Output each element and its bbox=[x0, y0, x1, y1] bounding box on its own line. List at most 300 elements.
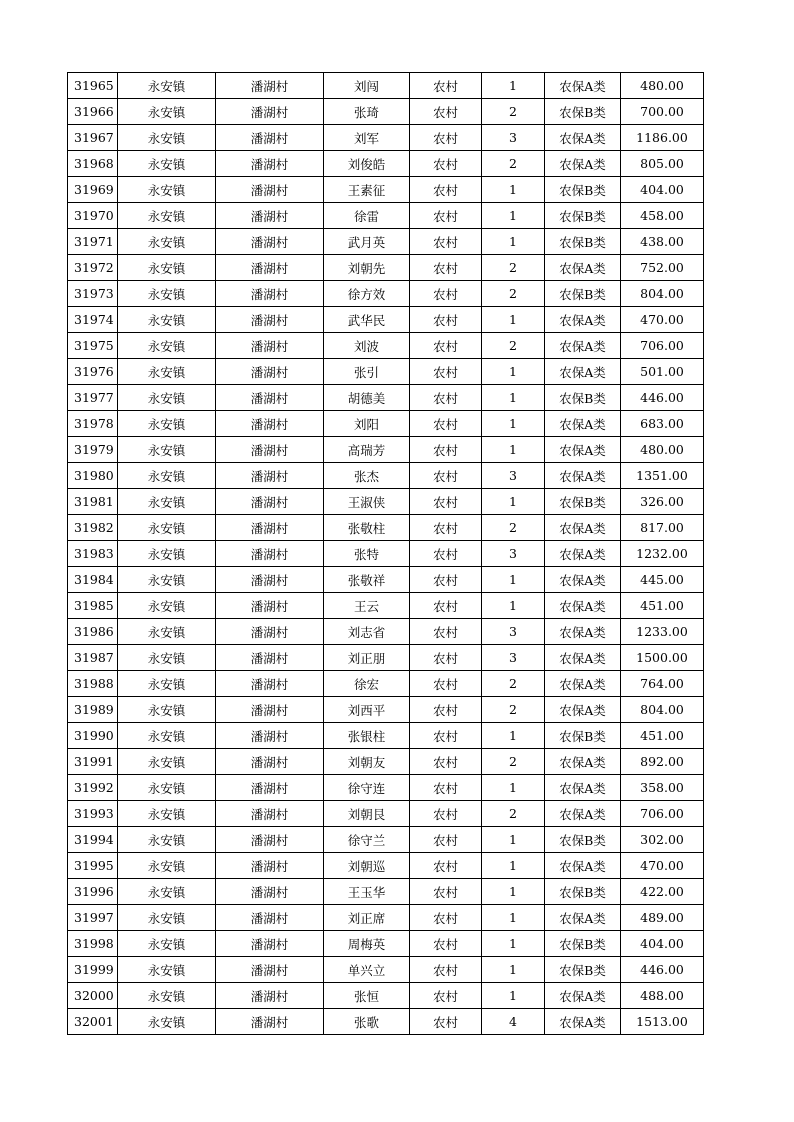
name-cell: 刘朝巡 bbox=[324, 853, 410, 879]
name-cell: 张歌 bbox=[324, 1009, 410, 1035]
record-id-cell: 31972 bbox=[68, 255, 118, 281]
insurance-category-cell: 农保A类 bbox=[545, 619, 621, 645]
insurance-category-cell: 农保A类 bbox=[545, 671, 621, 697]
member-count-cell: 1 bbox=[482, 229, 545, 255]
record-id-cell: 31996 bbox=[68, 879, 118, 905]
household-type-cell: 农村 bbox=[410, 567, 482, 593]
household-type-cell: 农村 bbox=[410, 853, 482, 879]
table-row bbox=[68, 489, 704, 515]
record-id-cell: 31971 bbox=[68, 229, 118, 255]
town-cell: 永安镇 bbox=[118, 671, 216, 697]
household-type-cell: 农村 bbox=[410, 697, 482, 723]
amount-cell: 501.00 bbox=[621, 359, 704, 385]
town-cell: 永安镇 bbox=[118, 567, 216, 593]
household-type-cell: 农村 bbox=[410, 1009, 482, 1035]
village-cell: 潘湖村 bbox=[216, 281, 324, 307]
amount-cell: 1186.00 bbox=[621, 125, 704, 151]
village-cell: 潘湖村 bbox=[216, 723, 324, 749]
table-row bbox=[68, 905, 704, 931]
name-cell: 张特 bbox=[324, 541, 410, 567]
member-count-cell: 1 bbox=[482, 437, 545, 463]
member-count-cell: 3 bbox=[482, 541, 545, 567]
amount-cell: 470.00 bbox=[621, 307, 704, 333]
record-id-cell: 31992 bbox=[68, 775, 118, 801]
village-cell: 潘湖村 bbox=[216, 567, 324, 593]
village-cell: 潘湖村 bbox=[216, 515, 324, 541]
village-cell: 潘湖村 bbox=[216, 541, 324, 567]
town-cell: 永安镇 bbox=[118, 177, 216, 203]
table-row bbox=[68, 437, 704, 463]
household-type-cell: 农村 bbox=[410, 385, 482, 411]
table-row bbox=[68, 567, 704, 593]
table-row bbox=[68, 853, 704, 879]
household-type-cell: 农村 bbox=[410, 515, 482, 541]
insurance-category-cell: 农保A类 bbox=[545, 853, 621, 879]
amount-cell: 326.00 bbox=[621, 489, 704, 515]
village-cell: 潘湖村 bbox=[216, 619, 324, 645]
insurance-category-cell: 农保A类 bbox=[545, 645, 621, 671]
town-cell: 永安镇 bbox=[118, 411, 216, 437]
amount-cell: 488.00 bbox=[621, 983, 704, 1009]
record-id-cell: 31980 bbox=[68, 463, 118, 489]
name-cell: 刘闯 bbox=[324, 73, 410, 99]
table-row bbox=[68, 463, 704, 489]
name-cell: 刘正朋 bbox=[324, 645, 410, 671]
member-count-cell: 1 bbox=[482, 879, 545, 905]
table-body bbox=[68, 73, 704, 1035]
town-cell: 永安镇 bbox=[118, 593, 216, 619]
village-cell: 潘湖村 bbox=[216, 593, 324, 619]
village-cell: 潘湖村 bbox=[216, 827, 324, 853]
insurance-category-cell: 农保A类 bbox=[545, 593, 621, 619]
town-cell: 永安镇 bbox=[118, 255, 216, 281]
village-cell: 潘湖村 bbox=[216, 99, 324, 125]
table-row bbox=[68, 177, 704, 203]
insurance-category-cell: 农保A类 bbox=[545, 801, 621, 827]
village-cell: 潘湖村 bbox=[216, 957, 324, 983]
member-count-cell: 1 bbox=[482, 73, 545, 99]
village-cell: 潘湖村 bbox=[216, 411, 324, 437]
name-cell: 徐方效 bbox=[324, 281, 410, 307]
member-count-cell: 2 bbox=[482, 151, 545, 177]
name-cell: 王云 bbox=[324, 593, 410, 619]
insurance-category-cell: 农保A类 bbox=[545, 255, 621, 281]
insurance-category-cell: 农保A类 bbox=[545, 1009, 621, 1035]
village-cell: 潘湖村 bbox=[216, 931, 324, 957]
table-row bbox=[68, 671, 704, 697]
name-cell: 刘阳 bbox=[324, 411, 410, 437]
name-cell: 刘朝艮 bbox=[324, 801, 410, 827]
household-type-cell: 农村 bbox=[410, 593, 482, 619]
amount-cell: 764.00 bbox=[621, 671, 704, 697]
insurance-category-cell: 农保A类 bbox=[545, 307, 621, 333]
town-cell: 永安镇 bbox=[118, 437, 216, 463]
amount-cell: 706.00 bbox=[621, 801, 704, 827]
amount-cell: 451.00 bbox=[621, 593, 704, 619]
record-id-cell: 31984 bbox=[68, 567, 118, 593]
town-cell: 永安镇 bbox=[118, 827, 216, 853]
record-id-cell: 32001 bbox=[68, 1009, 118, 1035]
record-id-cell: 31983 bbox=[68, 541, 118, 567]
member-count-cell: 1 bbox=[482, 567, 545, 593]
member-count-cell: 2 bbox=[482, 697, 545, 723]
town-cell: 永安镇 bbox=[118, 853, 216, 879]
insurance-category-cell: 农保A类 bbox=[545, 125, 621, 151]
record-id-cell: 31968 bbox=[68, 151, 118, 177]
insurance-category-cell: 农保A类 bbox=[545, 983, 621, 1009]
table-row bbox=[68, 801, 704, 827]
name-cell: 张琦 bbox=[324, 99, 410, 125]
insurance-category-cell: 农保B类 bbox=[545, 281, 621, 307]
household-type-cell: 农村 bbox=[410, 307, 482, 333]
record-id-cell: 31985 bbox=[68, 593, 118, 619]
table-row bbox=[68, 541, 704, 567]
record-id-cell: 31978 bbox=[68, 411, 118, 437]
insurance-category-cell: 农保B类 bbox=[545, 385, 621, 411]
amount-cell: 683.00 bbox=[621, 411, 704, 437]
record-id-cell: 31986 bbox=[68, 619, 118, 645]
town-cell: 永安镇 bbox=[118, 229, 216, 255]
name-cell: 刘朝先 bbox=[324, 255, 410, 281]
name-cell: 张敬祥 bbox=[324, 567, 410, 593]
household-type-cell: 农村 bbox=[410, 957, 482, 983]
town-cell: 永安镇 bbox=[118, 203, 216, 229]
amount-cell: 752.00 bbox=[621, 255, 704, 281]
name-cell: 高瑞芳 bbox=[324, 437, 410, 463]
household-type-cell: 农村 bbox=[410, 749, 482, 775]
village-cell: 潘湖村 bbox=[216, 229, 324, 255]
village-cell: 潘湖村 bbox=[216, 489, 324, 515]
member-count-cell: 3 bbox=[482, 463, 545, 489]
amount-cell: 470.00 bbox=[621, 853, 704, 879]
household-type-cell: 农村 bbox=[410, 775, 482, 801]
town-cell: 永安镇 bbox=[118, 749, 216, 775]
name-cell: 武华民 bbox=[324, 307, 410, 333]
name-cell: 刘正席 bbox=[324, 905, 410, 931]
record-id-cell: 31998 bbox=[68, 931, 118, 957]
household-type-cell: 农村 bbox=[410, 359, 482, 385]
insurance-category-cell: 农保B类 bbox=[545, 203, 621, 229]
town-cell: 永安镇 bbox=[118, 463, 216, 489]
household-type-cell: 农村 bbox=[410, 255, 482, 281]
household-type-cell: 农村 bbox=[410, 931, 482, 957]
insurance-category-cell: 农保A类 bbox=[545, 541, 621, 567]
household-type-cell: 农村 bbox=[410, 73, 482, 99]
town-cell: 永安镇 bbox=[118, 281, 216, 307]
member-count-cell: 2 bbox=[482, 801, 545, 827]
insurance-category-cell: 农保A类 bbox=[545, 905, 621, 931]
member-count-cell: 2 bbox=[482, 99, 545, 125]
town-cell: 永安镇 bbox=[118, 983, 216, 1009]
village-cell: 潘湖村 bbox=[216, 775, 324, 801]
record-id-cell: 31969 bbox=[68, 177, 118, 203]
table-row bbox=[68, 619, 704, 645]
village-cell: 潘湖村 bbox=[216, 125, 324, 151]
village-cell: 潘湖村 bbox=[216, 437, 324, 463]
village-cell: 潘湖村 bbox=[216, 463, 324, 489]
village-cell: 潘湖村 bbox=[216, 385, 324, 411]
town-cell: 永安镇 bbox=[118, 541, 216, 567]
table-row bbox=[68, 411, 704, 437]
household-type-cell: 农村 bbox=[410, 437, 482, 463]
record-id-cell: 31965 bbox=[68, 73, 118, 99]
table-row bbox=[68, 749, 704, 775]
name-cell: 王素征 bbox=[324, 177, 410, 203]
member-count-cell: 3 bbox=[482, 645, 545, 671]
household-type-cell: 农村 bbox=[410, 333, 482, 359]
table-row bbox=[68, 229, 704, 255]
table-row bbox=[68, 255, 704, 281]
member-count-cell: 2 bbox=[482, 749, 545, 775]
table-row bbox=[68, 723, 704, 749]
member-count-cell: 1 bbox=[482, 489, 545, 515]
amount-cell: 804.00 bbox=[621, 281, 704, 307]
member-count-cell: 1 bbox=[482, 983, 545, 1009]
town-cell: 永安镇 bbox=[118, 99, 216, 125]
town-cell: 永安镇 bbox=[118, 1009, 216, 1035]
insurance-category-cell: 农保A类 bbox=[545, 697, 621, 723]
member-count-cell: 1 bbox=[482, 827, 545, 853]
household-type-cell: 农村 bbox=[410, 151, 482, 177]
record-id-cell: 31989 bbox=[68, 697, 118, 723]
name-cell: 张银柱 bbox=[324, 723, 410, 749]
member-count-cell: 3 bbox=[482, 125, 545, 151]
insurance-category-cell: 农保A类 bbox=[545, 73, 621, 99]
record-id-cell: 31975 bbox=[68, 333, 118, 359]
member-count-cell: 1 bbox=[482, 593, 545, 619]
household-type-cell: 农村 bbox=[410, 645, 482, 671]
village-cell: 潘湖村 bbox=[216, 1009, 324, 1035]
household-type-cell: 农村 bbox=[410, 125, 482, 151]
amount-cell: 446.00 bbox=[621, 385, 704, 411]
record-id-cell: 31994 bbox=[68, 827, 118, 853]
table-row bbox=[68, 983, 704, 1009]
table-row bbox=[68, 281, 704, 307]
town-cell: 永安镇 bbox=[118, 489, 216, 515]
insurance-category-cell: 农保A类 bbox=[545, 359, 621, 385]
amount-cell: 706.00 bbox=[621, 333, 704, 359]
town-cell: 永安镇 bbox=[118, 385, 216, 411]
insurance-category-cell: 农保A类 bbox=[545, 749, 621, 775]
household-type-cell: 农村 bbox=[410, 99, 482, 125]
insurance-category-cell: 农保A类 bbox=[545, 775, 621, 801]
amount-cell: 804.00 bbox=[621, 697, 704, 723]
member-count-cell: 1 bbox=[482, 385, 545, 411]
name-cell: 胡德美 bbox=[324, 385, 410, 411]
record-id-cell: 31970 bbox=[68, 203, 118, 229]
name-cell: 张恒 bbox=[324, 983, 410, 1009]
name-cell: 张敬柱 bbox=[324, 515, 410, 541]
village-cell: 潘湖村 bbox=[216, 307, 324, 333]
village-cell: 潘湖村 bbox=[216, 203, 324, 229]
insurance-category-cell: 农保A类 bbox=[545, 567, 621, 593]
village-cell: 潘湖村 bbox=[216, 73, 324, 99]
member-count-cell: 3 bbox=[482, 619, 545, 645]
household-type-cell: 农村 bbox=[410, 827, 482, 853]
record-id-cell: 31966 bbox=[68, 99, 118, 125]
name-cell: 徐守兰 bbox=[324, 827, 410, 853]
member-count-cell: 1 bbox=[482, 957, 545, 983]
amount-cell: 489.00 bbox=[621, 905, 704, 931]
record-id-cell: 31973 bbox=[68, 281, 118, 307]
name-cell: 刘西平 bbox=[324, 697, 410, 723]
village-cell: 潘湖村 bbox=[216, 879, 324, 905]
record-id-cell: 31999 bbox=[68, 957, 118, 983]
record-id-cell: 31997 bbox=[68, 905, 118, 931]
village-cell: 潘湖村 bbox=[216, 333, 324, 359]
household-type-cell: 农村 bbox=[410, 619, 482, 645]
insurance-category-cell: 农保B类 bbox=[545, 827, 621, 853]
household-type-cell: 农村 bbox=[410, 203, 482, 229]
village-cell: 潘湖村 bbox=[216, 645, 324, 671]
household-type-cell: 农村 bbox=[410, 905, 482, 931]
town-cell: 永安镇 bbox=[118, 359, 216, 385]
town-cell: 永安镇 bbox=[118, 775, 216, 801]
household-type-cell: 农村 bbox=[410, 229, 482, 255]
insurance-category-cell: 农保B类 bbox=[545, 229, 621, 255]
village-cell: 潘湖村 bbox=[216, 359, 324, 385]
town-cell: 永安镇 bbox=[118, 801, 216, 827]
amount-cell: 458.00 bbox=[621, 203, 704, 229]
amount-cell: 817.00 bbox=[621, 515, 704, 541]
household-type-cell: 农村 bbox=[410, 281, 482, 307]
member-count-cell: 1 bbox=[482, 853, 545, 879]
name-cell: 刘朝友 bbox=[324, 749, 410, 775]
record-id-cell: 31990 bbox=[68, 723, 118, 749]
village-cell: 潘湖村 bbox=[216, 151, 324, 177]
table-row bbox=[68, 775, 704, 801]
table-row bbox=[68, 879, 704, 905]
member-count-cell: 1 bbox=[482, 411, 545, 437]
village-cell: 潘湖村 bbox=[216, 801, 324, 827]
amount-cell: 700.00 bbox=[621, 99, 704, 125]
amount-cell: 805.00 bbox=[621, 151, 704, 177]
record-id-cell: 31988 bbox=[68, 671, 118, 697]
town-cell: 永安镇 bbox=[118, 619, 216, 645]
amount-cell: 358.00 bbox=[621, 775, 704, 801]
table-row bbox=[68, 307, 704, 333]
name-cell: 徐雷 bbox=[324, 203, 410, 229]
insurance-category-cell: 农保B类 bbox=[545, 489, 621, 515]
name-cell: 王玉华 bbox=[324, 879, 410, 905]
member-count-cell: 1 bbox=[482, 359, 545, 385]
member-count-cell: 2 bbox=[482, 281, 545, 307]
household-type-cell: 农村 bbox=[410, 463, 482, 489]
name-cell: 周梅英 bbox=[324, 931, 410, 957]
table-row bbox=[68, 931, 704, 957]
table-row bbox=[68, 151, 704, 177]
town-cell: 永安镇 bbox=[118, 307, 216, 333]
member-count-cell: 1 bbox=[482, 775, 545, 801]
name-cell: 刘军 bbox=[324, 125, 410, 151]
member-count-cell: 4 bbox=[482, 1009, 545, 1035]
member-count-cell: 2 bbox=[482, 333, 545, 359]
table-row bbox=[68, 827, 704, 853]
town-cell: 永安镇 bbox=[118, 957, 216, 983]
record-id-cell: 31974 bbox=[68, 307, 118, 333]
amount-cell: 1500.00 bbox=[621, 645, 704, 671]
amount-cell: 1233.00 bbox=[621, 619, 704, 645]
town-cell: 永安镇 bbox=[118, 125, 216, 151]
member-count-cell: 1 bbox=[482, 723, 545, 749]
member-count-cell: 2 bbox=[482, 515, 545, 541]
record-id-cell: 32000 bbox=[68, 983, 118, 1009]
amount-cell: 480.00 bbox=[621, 73, 704, 99]
insurance-category-cell: 农保A类 bbox=[545, 411, 621, 437]
town-cell: 永安镇 bbox=[118, 333, 216, 359]
member-count-cell: 1 bbox=[482, 177, 545, 203]
village-cell: 潘湖村 bbox=[216, 905, 324, 931]
record-id-cell: 31987 bbox=[68, 645, 118, 671]
village-cell: 潘湖村 bbox=[216, 671, 324, 697]
record-id-cell: 31977 bbox=[68, 385, 118, 411]
village-cell: 潘湖村 bbox=[216, 853, 324, 879]
table-row bbox=[68, 359, 704, 385]
amount-cell: 302.00 bbox=[621, 827, 704, 853]
name-cell: 张引 bbox=[324, 359, 410, 385]
amount-cell: 480.00 bbox=[621, 437, 704, 463]
record-id-cell: 31991 bbox=[68, 749, 118, 775]
name-cell: 张杰 bbox=[324, 463, 410, 489]
town-cell: 永安镇 bbox=[118, 515, 216, 541]
village-cell: 潘湖村 bbox=[216, 983, 324, 1009]
name-cell: 王淑侠 bbox=[324, 489, 410, 515]
name-cell: 刘俊皓 bbox=[324, 151, 410, 177]
amount-cell: 422.00 bbox=[621, 879, 704, 905]
table-row bbox=[68, 99, 704, 125]
amount-cell: 1351.00 bbox=[621, 463, 704, 489]
table-row bbox=[68, 125, 704, 151]
amount-cell: 1513.00 bbox=[621, 1009, 704, 1035]
town-cell: 永安镇 bbox=[118, 697, 216, 723]
record-id-cell: 31979 bbox=[68, 437, 118, 463]
name-cell: 刘波 bbox=[324, 333, 410, 359]
town-cell: 永安镇 bbox=[118, 73, 216, 99]
record-id-cell: 31995 bbox=[68, 853, 118, 879]
household-type-cell: 农村 bbox=[410, 411, 482, 437]
town-cell: 永安镇 bbox=[118, 151, 216, 177]
insurance-category-cell: 农保A类 bbox=[545, 437, 621, 463]
town-cell: 永安镇 bbox=[118, 723, 216, 749]
insurance-category-cell: 农保B类 bbox=[545, 177, 621, 203]
member-count-cell: 2 bbox=[482, 671, 545, 697]
table-row bbox=[68, 333, 704, 359]
amount-cell: 438.00 bbox=[621, 229, 704, 255]
insurance-category-cell: 农保B类 bbox=[545, 99, 621, 125]
record-id-cell: 31981 bbox=[68, 489, 118, 515]
household-type-cell: 农村 bbox=[410, 177, 482, 203]
table-row bbox=[68, 73, 704, 99]
name-cell: 武月英 bbox=[324, 229, 410, 255]
household-type-cell: 农村 bbox=[410, 541, 482, 567]
table-row bbox=[68, 385, 704, 411]
insurance-category-cell: 农保B类 bbox=[545, 879, 621, 905]
insurance-category-cell: 农保A类 bbox=[545, 151, 621, 177]
village-cell: 潘湖村 bbox=[216, 697, 324, 723]
village-cell: 潘湖村 bbox=[216, 177, 324, 203]
insurance-category-cell: 农保A类 bbox=[545, 515, 621, 541]
member-count-cell: 1 bbox=[482, 203, 545, 229]
record-id-cell: 31967 bbox=[68, 125, 118, 151]
name-cell: 徐守连 bbox=[324, 775, 410, 801]
household-type-cell: 农村 bbox=[410, 879, 482, 905]
amount-cell: 446.00 bbox=[621, 957, 704, 983]
town-cell: 永安镇 bbox=[118, 905, 216, 931]
village-cell: 潘湖村 bbox=[216, 255, 324, 281]
member-count-cell: 1 bbox=[482, 307, 545, 333]
amount-cell: 451.00 bbox=[621, 723, 704, 749]
table-row bbox=[68, 1009, 704, 1035]
